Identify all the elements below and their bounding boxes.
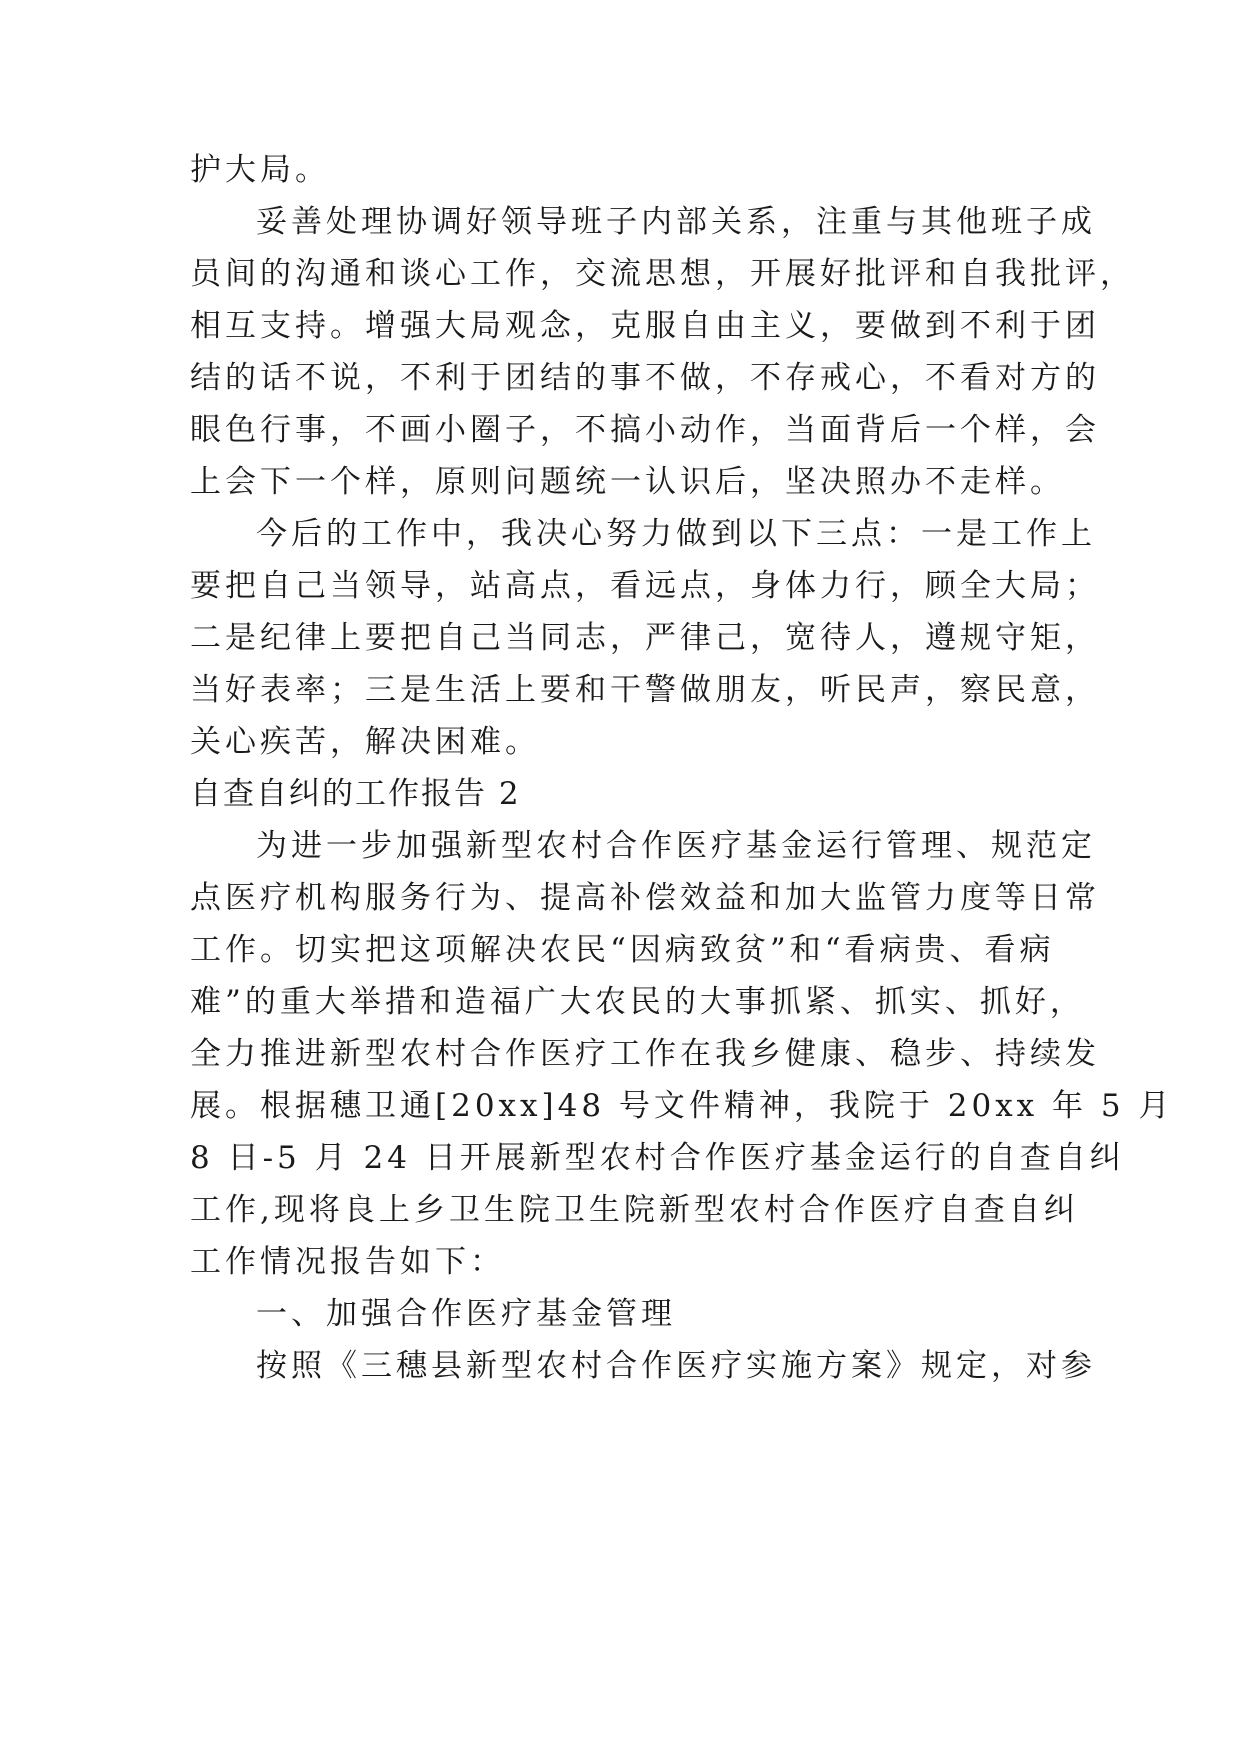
paragraph-start: 为进一步加强新型农村合作医疗基金运行管理、规范定	[256, 828, 1096, 864]
text-line: 点医疗机构服务行为、提高补偿效益和加大监管力度等日常	[190, 880, 1100, 916]
text-line: 工作,现将良上乡卫生院卫生院新型农村合作医疗自查自纠	[190, 1192, 1079, 1228]
text-line: 上会下一个样，原则问题统一认识后，坚决照办不走样。	[190, 464, 1065, 500]
text-line: 当好表率；三是生活上要和干警做朋友，听民声，察民意，	[190, 672, 1100, 708]
text-line: 眼色行事，不画小圈子，不搞小动作，当面背后一个样，会	[190, 412, 1100, 448]
paragraph-start: 按照《三穗县新型农村合作医疗实施方案》规定，对参	[256, 1348, 1096, 1384]
paragraph-start: 妥善处理协调好领导班子内部关系，注重与其他班子成	[256, 204, 1096, 240]
text-line: 全力推进新型农村合作医疗工作在我乡健康、稳步、持续发	[190, 1036, 1100, 1072]
text-line: 关心疾苦，解决困难。	[190, 724, 540, 760]
text-line: 工作。切实把这项解决农民“因病致贫”和“看病贵、看病	[190, 932, 1055, 968]
text-line: 员间的沟通和谈心工作，交流思想，开展好批评和自我批评，	[190, 256, 1135, 292]
text-line: 相互支持。增强大局观念，克服自由主义，要做到不利于团	[190, 308, 1100, 344]
subsection-heading: 一、加强合作医疗基金管理	[256, 1296, 676, 1332]
text-line: 结的话不说，不利于团结的事不做，不存戒心，不看对方的	[190, 360, 1100, 396]
text-line: 难”的重大举措和造福广大农民的大事抓紧、抓实、抓好，	[190, 984, 1085, 1020]
text-line: 工作情况报告如下：	[190, 1244, 505, 1280]
text-line: 护大局。	[190, 152, 330, 188]
paragraph-start: 今后的工作中，我决心努力做到以下三点：一是工作上	[256, 516, 1096, 552]
section-heading: 自查自纠的工作报告 2	[190, 776, 521, 812]
text-line: 二是纪律上要把自己当同志，严律己，宽待人，遵规守矩，	[190, 620, 1100, 656]
text-line: 展。根据穗卫通[20xx]48 号文件精神，我院于 20xx 年 5 月	[190, 1088, 1174, 1124]
text-line: 8 日-5 月 24 日开展新型农村合作医疗基金运行的自查自纠	[190, 1140, 1125, 1176]
text-line: 要把自己当领导，站高点，看远点，身体力行，顾全大局；	[190, 568, 1100, 604]
